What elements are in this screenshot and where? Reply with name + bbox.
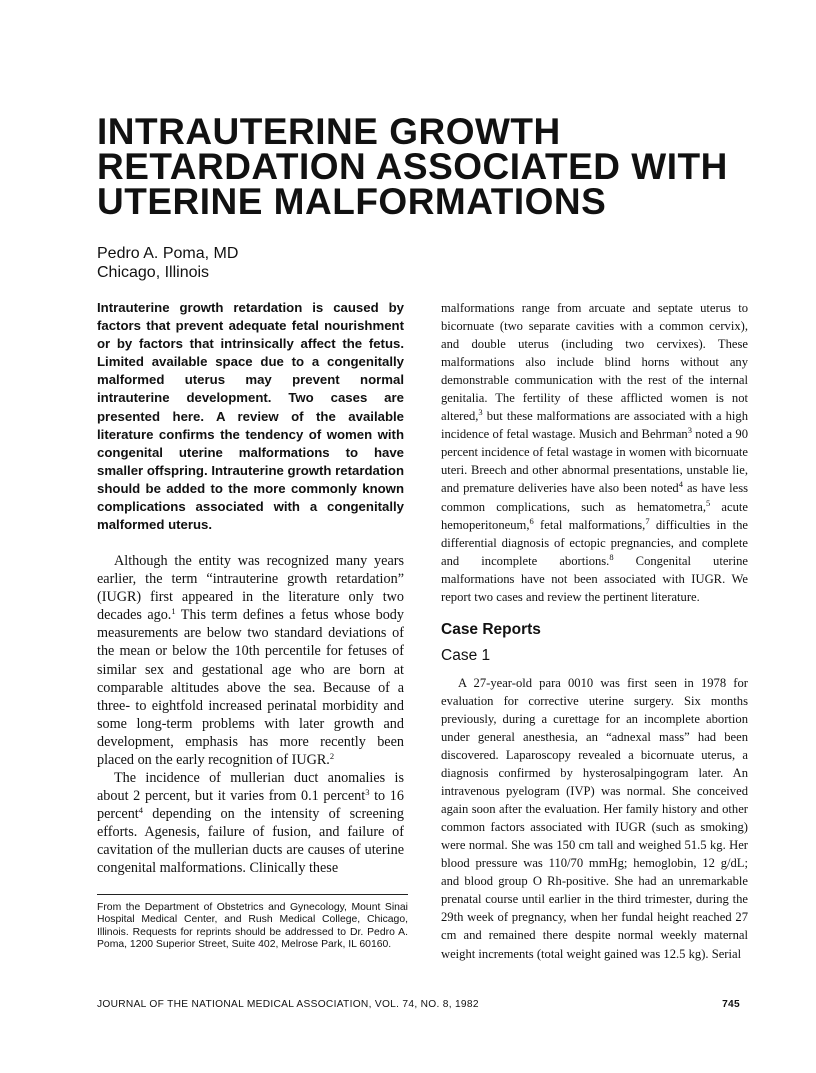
author-block	[97, 244, 238, 282]
reference-8: 8	[609, 551, 614, 562]
reference-7: 7	[645, 515, 650, 526]
text-run: fetal malformations,	[533, 517, 646, 532]
reference-4: 4	[138, 804, 143, 815]
author-name: Pedro A. Poma, MD	[97, 245, 239, 262]
right-column	[441, 299, 748, 963]
text-run: noted a 90 percent incidence of fetal wastage in women with bicornuate uteri. Breech and other abnormal presentations, unstable lie, and premature deliveries have also been noted	[441, 427, 748, 496]
text-run: The incidence of mullerian duct anomalies is about 2 percent, but it varies from 0.1 percent	[97, 769, 404, 804]
reference-4b: 4	[678, 479, 683, 490]
text-run: acute hemoperitoneum,	[441, 499, 748, 532]
body-paragraph-2	[97, 769, 404, 877]
text-run: malformations range from arcuate and septate uterus to bicornuate (two separate cavities with a common cervix), and double uterus (including two cervixes). These malformations also include blind horns without any demonstrable communication with the rest of the internal genitalia. The fertility of these afflicted women is not altered,	[441, 301, 748, 424]
left-column	[97, 299, 404, 877]
text-run: but these malformations are associated with a high incidence of fetal wastage. Musich and Behrman	[441, 409, 748, 442]
title-line-2: RETARDATION ASSOCIATED WITH	[97, 146, 728, 187]
author-location: Chicago, Illinois	[97, 264, 210, 281]
title-line-3: UTERINE MALFORMATIONS	[97, 181, 607, 222]
text-run: difficulties in the differential diagnosis of ectopic pregnancies, and complete and incomplete abortions.	[441, 517, 748, 568]
reference-1: 1	[171, 606, 176, 617]
affiliation-footnote: From the Department of Obstetrics and Gynecology, Mount Sinai Hospital Medical Center, and Rush Medical College, Chicago, Illinois. Requests for reprints should be addressed to Dr. Pedro A. Poma, 1200 Superior Street, Suite 402, Melrose Park, IL 60160.	[97, 902, 408, 951]
body-paragraph-1	[97, 552, 404, 769]
text-run: depending on the intensity of screening efforts. Agenesis, failure of fusion, and failure of cavitation of the mullerian ducts are causes of uterine congenital malformations. Clinically these	[97, 805, 404, 877]
text-run: to 16 percent	[97, 787, 404, 822]
text-run: This term defines a fetus whose body measurements are below two standard deviations of the mean or below the 10th percentile for fetuses of similar sex and gestational age who are born at comparable altitudes above the sea. Because of a three- to eightfold increased perinatal morbidity and some long-term problems with later growth and development, emphasis has more recently been placed on the early recognition of IUGR.	[97, 607, 404, 768]
reference-6: 6	[529, 515, 534, 526]
article-title	[97, 111, 737, 222]
reference-3c: 3	[687, 425, 692, 436]
text-run: Congenital uterine malformations have not been associated with IUGR. We report two cases and review the pertinent literature.	[441, 553, 749, 604]
text-run: Although the entity was recognized many years earlier, the term “intrauterine growth retardation” (IUGR) first appeared in the literature only two decades ago.	[97, 553, 404, 624]
reference-3: 3	[365, 786, 370, 797]
reference-3b: 3	[478, 407, 483, 418]
page-number: 745	[722, 999, 740, 1010]
journal-citation: JOURNAL OF THE NATIONAL MEDICAL ASSOCIATION, VOL. 74, NO. 8, 1982	[97, 999, 479, 1010]
section-heading-case-reports: Case Reports	[441, 620, 541, 638]
title-line-1: INTRAUTERINE GROWTH	[97, 111, 561, 152]
text-run: as have less common complications, such as hematometra,	[441, 481, 749, 514]
body-paragraph-2	[441, 299, 748, 606]
footnote-divider	[97, 894, 408, 895]
reference-5: 5	[706, 497, 711, 508]
sub-heading-case-1: Case 1	[441, 646, 491, 664]
body-paragraph-3: A 27-year-old para 0010 was first seen in 1978 for evaluation for corrective uterine surgery. Six months previously, during a curettage for an incomplete abortion under general anesthesia, an “adnexal mass” had been discovered. Laparoscopy revealed a bicornuate uterus, a diagnosis confirmed by hysterosalpingogram later. An intravenous pyelogram (IVP) was normal. She conceived again soon after the evaluation. Her family history and other common factors associated with IUGR (such as smoking) were normal. She was 150 cm tall and weighed 51.5 kg. Her blood pressure was 110/70 mmHg; hemoglobin, 12 g/dL; and blood group O Rh-positive. She had an unremarkable prenatal course until earlier in the third trimester, during the 29th week of pregnancy, when her fundal height reached 27 cm and remained there despite normal weekly maternal weight increments (total weight gained was 12.5 kg). Serial	[441, 675, 748, 961]
reference-2: 2	[329, 750, 335, 761]
abstract: Intrauterine growth retardation is caused by factors that prevent adequate fetal nourishment or by factors that intrinsically affect the fetus. Limited available space due to a congenitally malformed uterus may prevent normal intrauterine development. Two cases are presented here. A review of the available literature confirms the tendency of women with congenital uterine malformations to have smaller offspring. Intrauterine growth retardation should be added to the more commonly known complications associated with a congenitally malformed uterus.	[97, 300, 405, 533]
